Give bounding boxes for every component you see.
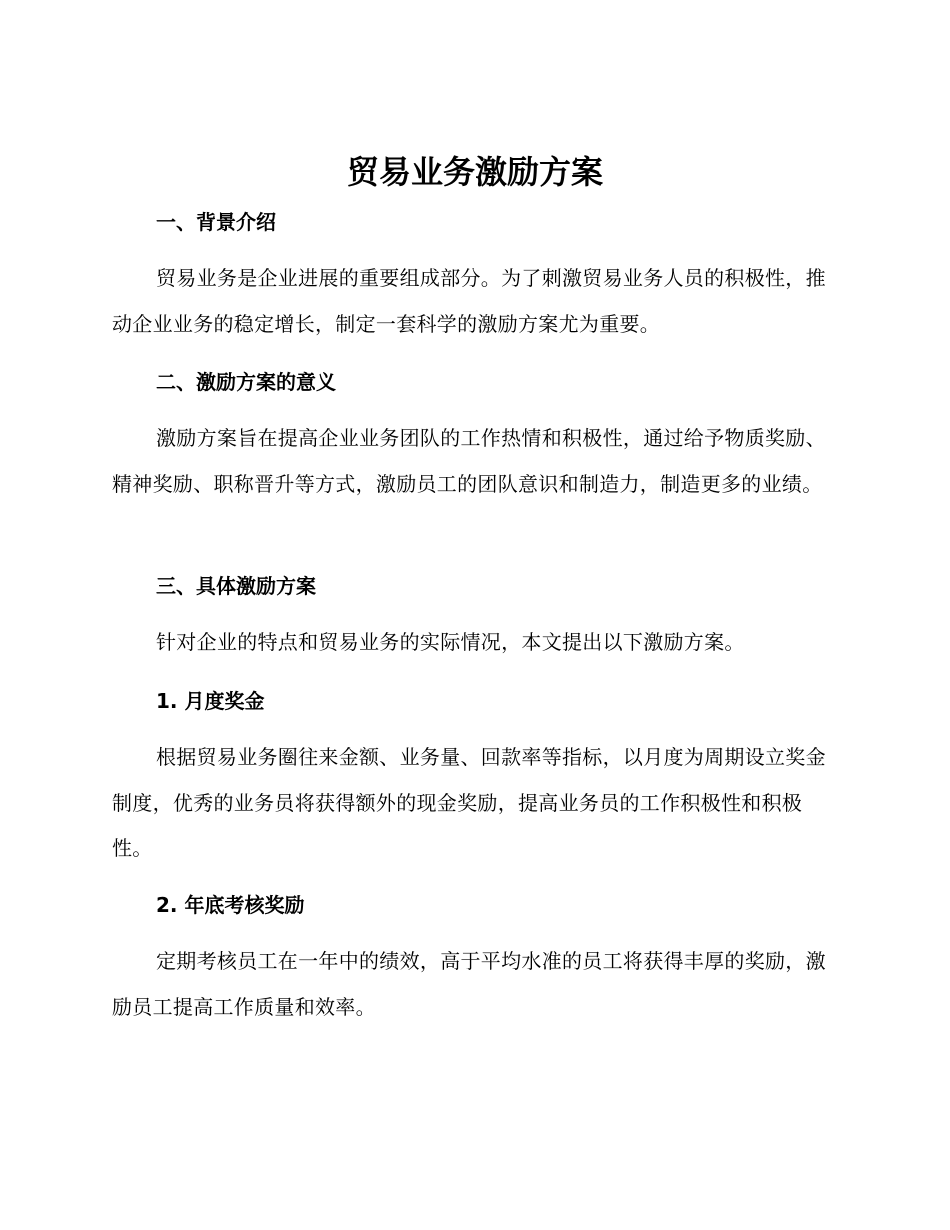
paragraph-significance: 激励方案旨在提高企业业务团队的工作热情和积极性，通过给予物质奖励、精神奖励、职称晋升等方式，激励员工的团队意识和制造力，制造更多的业绩。 bbox=[112, 426, 826, 496]
paragraph-background: 贸易业务是企业进展的重要组成部分。为了刺激贸易业务人员的积极性，推动企业业务的稳定增长，制定一套科学的激励方案尤为重要。 bbox=[112, 266, 826, 336]
paragraph-monthly-bonus: 根据贸易业务圈往来金额、业务量、回款率等指标，以月度为周期设立奖金制度，优秀的业务员将获得额外的现金奖励，提高业务员的工作积极性和积极性。 bbox=[112, 745, 826, 860]
paragraph-specific-plan: 针对企业的特点和贸易业务的实际情况，本文提出以下激励方案。 bbox=[156, 630, 745, 654]
paragraph-annual-review: 定期考核员工在一年中的绩效，高于平均水准的员工将获得丰厚的奖励，激励员工提高工作质量和效率。 bbox=[112, 949, 826, 1019]
section-heading-significance: 二、激励方案的意义 bbox=[156, 370, 336, 394]
section-heading-background: 一、背景介绍 bbox=[156, 210, 276, 234]
subheading-annual-review: 2. 年底考核奖励 bbox=[156, 893, 305, 917]
subheading-monthly-bonus: 1. 月度奖金 bbox=[156, 689, 265, 713]
document-title: 贸易业务激励方案 bbox=[346, 153, 603, 191]
section-heading-specific-plan: 三、具体激励方案 bbox=[156, 574, 316, 598]
